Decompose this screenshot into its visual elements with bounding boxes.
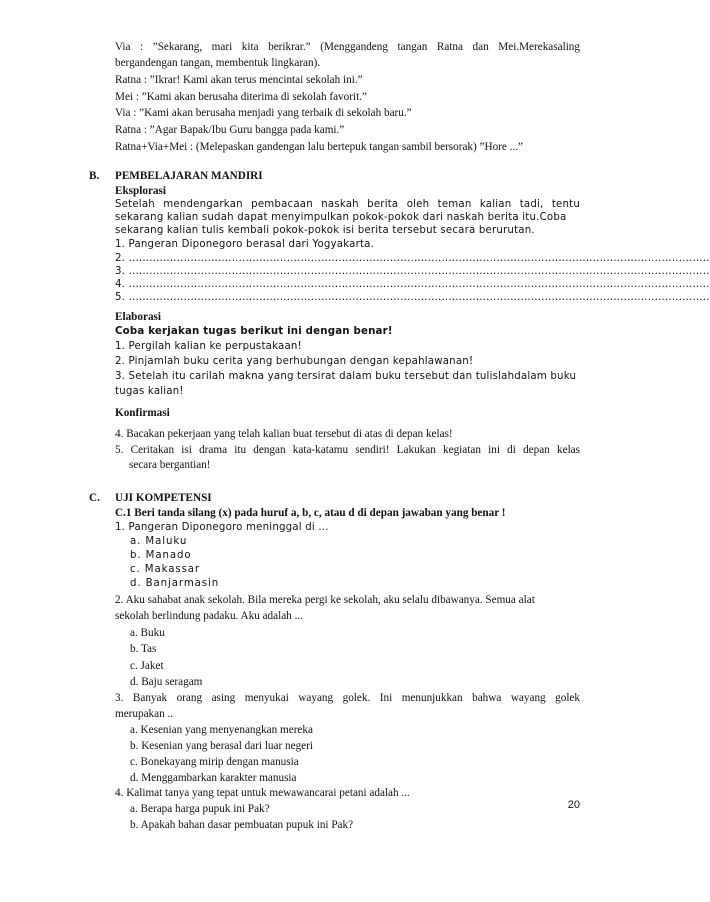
elaborasi-item-3: 3. Setelah itu carilah makna yang tersirat dalam buku tersebut dan tulislahdalam buku (115, 371, 577, 382)
elaborasi-instruction: Coba kerjakan tugas berikut ini dengan benar! (115, 326, 393, 337)
q3-option-a[interactable]: a. Kesenian yang menyenangkan mereka (130, 724, 313, 736)
eksplorasi-text-3: sekarang kalian tulis kembali pokok-pokok isi berita tersebut secara berurutan. (115, 225, 535, 236)
dialogue-line-4: Mei : ”Kami akan berusaha diterima di sekolah favorit.” (115, 91, 367, 103)
dialogue-line-6: Ratna : ”Agar Bapak/Ibu Guru bangga pada kami.” (115, 124, 345, 136)
answer-blank-4[interactable]: 4. ......................................................................................................................................................................... (115, 279, 710, 290)
question-3: 3. Banyak orang asing menyukai wayang golek. Ini menunjukkan bahwa wayang golek (115, 692, 580, 704)
dialogue-line-2: bergandengan tangan, membentuk lingkaran). (115, 57, 321, 69)
q2-option-d[interactable]: d. Baju seragam (130, 676, 203, 688)
answer-blank-3[interactable]: 3. ......................................................................................................................................................................... (115, 266, 710, 277)
elaborasi-heading: Elaborasi (115, 311, 162, 323)
question-2: 2. Aku sahabat anak sekolah. Bila mereka pergi ke sekolah, aku selalu dibawanya. Semua alat (115, 594, 535, 606)
question-1: 1. Pangeran Diponegoro meninggal di ... (115, 522, 329, 533)
section-c-marker: C. (89, 492, 100, 504)
question-3-cont: merupakan .. (115, 708, 174, 720)
q3-option-b[interactable]: b. Kesenian yang berasal dari luar negeri (130, 740, 313, 752)
question-4: 4. Kalimat tanya yang tepat untuk mewawancarai petani adalah ... (115, 787, 410, 799)
q3-option-c[interactable]: c. Bonekayang mirip dengan manusia (130, 756, 299, 768)
q4-option-a[interactable]: a. Berapa harga pupuk ini Pak? (130, 803, 270, 815)
q3-option-d[interactable]: d. Menggambarkan karakter manusia (130, 772, 297, 784)
konfirmasi-heading: Konfirmasi (115, 407, 170, 419)
eksplorasi-item-1: 1. Pangeran Diponegoro berasal dari Yogyakarta. (115, 239, 375, 250)
section-b-title: PEMBELAJARAN MANDIRI (115, 170, 263, 182)
dialogue-line-1: Via : ”Sekarang, mari kita berikrar.” (Menggandeng tangan Ratna dan Mei.Merekasaling (115, 41, 580, 53)
elaborasi-item-2: 2. Pinjamlah buku cerita yang berhubungan dengan kepahlawanan! (115, 356, 474, 367)
elaborasi-item-1: 1. Pergilah kalian ke perpustakaan! (115, 341, 302, 352)
q1-option-d[interactable]: d. Banjarmasin (130, 578, 220, 589)
answer-blank-5[interactable]: 5. ......................................................................................................................................................................... (115, 292, 710, 303)
konfirmasi-item-5-cont: secara bergantian! (129, 459, 211, 471)
page-number: 20 (567, 799, 580, 811)
section-c-title: UJI KOMPETENSI (115, 492, 212, 504)
elaborasi-item-3-cont: tugas kalian! (115, 386, 184, 397)
section-c-instruction: C.1 Beri tanda silang (x) pada huruf a, b, c, atau d di depan jawaban yang benar ! (115, 507, 506, 519)
eksplorasi-text-1: Setelah mendengarkan pembacaan naskah berita oleh teman kalian tadi, tentu (115, 199, 580, 210)
dialogue-line-5: Via : ”Kami akan berusaha menjadi yang terbaik di sekolah baru.” (115, 107, 412, 119)
eksplorasi-heading: Eksplorasi (115, 185, 166, 197)
konfirmasi-item-5: 5. Ceritakan isi drama itu dengan kata-katamu sendiri! Lakukan kegiatan ini di depan kelas (115, 444, 580, 456)
q4-option-b[interactable]: b. Apakah bahan dasar pembuatan pupuk ini Pak? (130, 819, 354, 831)
q1-option-a[interactable]: a. Maluku (130, 536, 188, 547)
dialogue-line-7: Ratna+Via+Mei : (Melepaskan gandengan lalu bertepuk tangan sambil bersorak) ”Hore ...” (115, 141, 524, 153)
q2-option-c[interactable]: c. Jaket (130, 660, 164, 672)
q1-option-c[interactable]: c. Makassar (130, 564, 201, 575)
section-b-marker: B. (89, 170, 100, 182)
dialogue-line-3: Ratna : ”Ikrar! Kami akan terus mencintai sekolah ini.” (115, 74, 363, 86)
question-2-cont: sekolah berlindung padaku. Aku adalah ... (115, 610, 303, 622)
q1-option-b[interactable]: b. Manado (130, 550, 192, 561)
konfirmasi-item-4: 4. Bacakan pekerjaan yang telah kalian buat tersebut di atas di depan kelas! (115, 428, 453, 440)
answer-blank-2[interactable]: 2. ......................................................................................................................................................................... (115, 253, 710, 264)
q2-option-b[interactable]: b. Tas (130, 643, 157, 655)
q2-option-a[interactable]: a. Buku (130, 627, 165, 639)
eksplorasi-text-2: sekarang kalian sudah dapat menyimpulkan pokok-pokok dari naskah berita itu.Coba (115, 212, 567, 223)
